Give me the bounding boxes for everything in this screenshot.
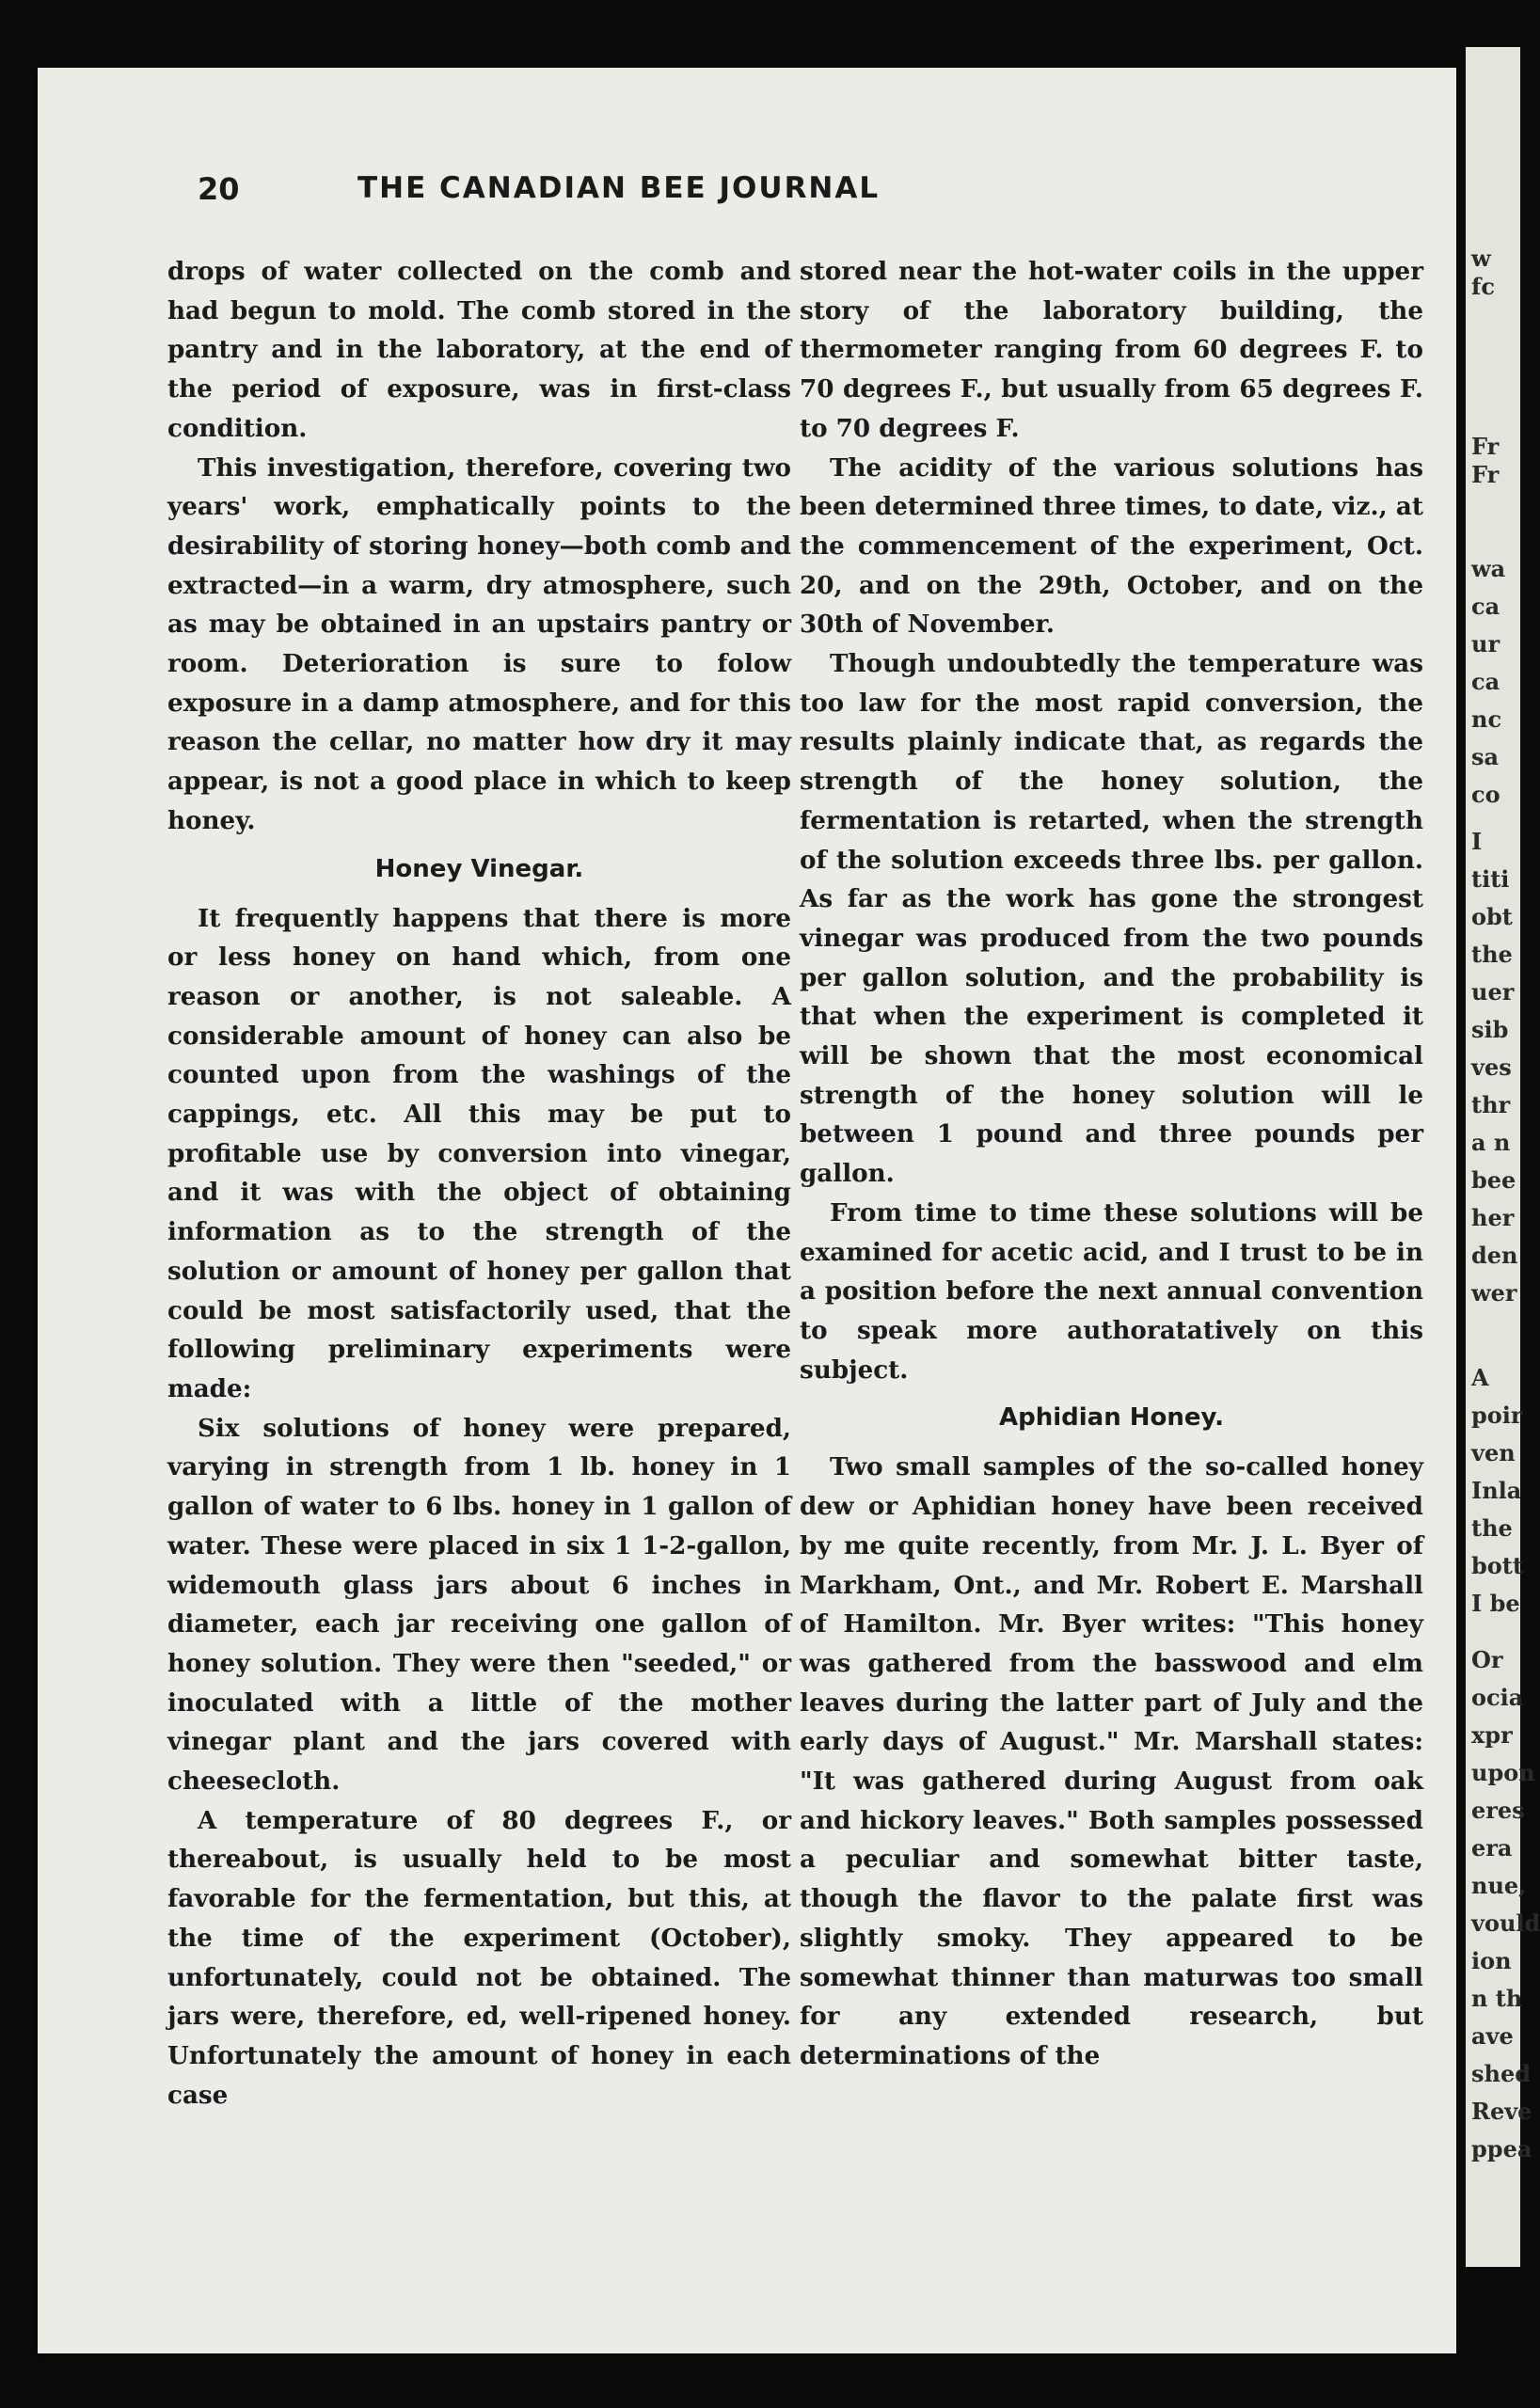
adjacent-page-fragment: obt bbox=[1471, 903, 1513, 930]
adjacent-page-fragment: wa bbox=[1471, 555, 1506, 582]
paragraph: Though undoubtedly the temperature was too law for the most rapid conversion, the results plainly indicate that, as regards the strength of the honey solution, the fermentation is retarted, when the strength of the solution exceeds three lbs. per gallon. As far as the work has gone the strongest vinegar was produced from the two pounds per gallon solution, and the probability is that when the experiment is completed it will be shown that the most economical strength of the honey solution will le between 1 pound and three pounds per gallon. bbox=[800, 649, 1423, 1189]
adjacent-page-fragment: bee bbox=[1471, 1166, 1516, 1194]
left-column bbox=[167, 252, 791, 2115]
adjacent-page-fragment: the bbox=[1471, 941, 1513, 968]
adjacent-page-fragment: Fr bbox=[1471, 461, 1500, 488]
adjacent-page-fragment: w bbox=[1471, 245, 1491, 272]
page-number: 20 bbox=[198, 171, 240, 207]
adjacent-page-fragment: poir bbox=[1471, 1402, 1523, 1429]
adjacent-page-fragment: nc bbox=[1471, 705, 1502, 733]
running-title: THE CANADIAN BEE JOURNAL bbox=[357, 171, 881, 205]
paragraph: It frequently happens that there is more or less honey on hand which, from one reason or another, is not saleable. A considerable amount of honey can also be counted upon from the washings of the cappings, etc. All this may be put to profitable use by conversion into vinegar, and it was with the object of obtaining information as to the strength of the solution or amount of honey per gallon that could be most satisfactorily used, that the following preliminary experiments were made: bbox=[167, 903, 791, 1403]
paragraph: drops of water collected on the comb and had begun to mold. The comb stored in the pantry and in the laboratory, at the end of the period of exposure, was in first-class condition. bbox=[167, 257, 791, 443]
section-heading-honey-vinegar: Honey Vinegar. bbox=[374, 854, 584, 883]
paragraph: Six solutions of honey were prepared, varying in strength from 1 lb. honey in 1 gallon of water to 6 lbs. honey in 1 gallon of water. These were placed in six 1 1-2-gallon, widemouth glass jars about 6 inches in diameter, each jar receiving one gallon of honey solution. They were then "seeded," or inoculated with a little of the mother vinegar plant and the jars covered with cheesecloth. bbox=[167, 1413, 791, 1797]
adjacent-page-fragment: eres bbox=[1471, 1797, 1525, 1824]
adjacent-page-fragment: Inla bbox=[1471, 1477, 1522, 1504]
adjacent-page-fragment: fc bbox=[1471, 273, 1495, 300]
adjacent-page-fragment: era bbox=[1471, 1834, 1513, 1861]
adjacent-page-fragment: ur bbox=[1471, 630, 1500, 657]
page-header bbox=[160, 171, 1110, 228]
adjacent-page-fragment: xpr bbox=[1471, 1721, 1513, 1749]
paragraph: The acidity of the various solutions has been determined three times, to date, viz., at the commencement of the experiment, Oct. 20, and on the 29th, October, and on the 30th of November. bbox=[800, 452, 1423, 640]
adjacent-page-fragment: sib bbox=[1471, 1016, 1509, 1043]
adjacent-page-fragment: n th bbox=[1471, 1985, 1523, 2012]
adjacent-page-fragment: nue, bbox=[1471, 1872, 1527, 1899]
adjacent-page-fragment: ven bbox=[1471, 1439, 1516, 1466]
adjacent-page-fragment: den bbox=[1471, 1242, 1518, 1269]
adjacent-page-fragment: her bbox=[1471, 1204, 1515, 1231]
paragraph: stored near the hot-water coils in the upper story of the laboratory building, the thermometer ranging from 60 degrees F. to 70 degrees F., but usually from 65 degrees F. to 70 degrees F. bbox=[800, 257, 1423, 443]
paragraph: Two small samples of the so-called honey dew or Aphidian honey have been received by me quite recently, from Mr. J. L. Byer of Markham, Ont., and Mr. Robert E. Marshall of Hamilton. Mr. Byer writes: "This honey was gathered from the basswood and elm leaves during the latter part of July and the early days of August." Mr. Marshall states: "It was gathered during August from oak and hickory leaves." Both samples possessed a peculiar and somewhat bitter taste, though the flavor to the palate first was slightly smoky. They appeared to be somewhat thinner than maturwas too small for any extended research, but determinations of the bbox=[800, 1452, 1423, 2070]
adjacent-page-fragment: ocia bbox=[1471, 1684, 1524, 1711]
adjacent-page-fragment: ion bbox=[1471, 1947, 1512, 1974]
adjacent-page-fragment: Reve bbox=[1471, 2098, 1532, 2125]
adjacent-page-fragment: thr bbox=[1471, 1091, 1511, 1118]
adjacent-page-fragment: titi bbox=[1471, 865, 1510, 893]
adjacent-page-fragment: shed bbox=[1471, 2060, 1532, 2087]
adjacent-page-fragment: ca bbox=[1471, 668, 1500, 695]
paragraph: This investigation, therefore, covering two years' work, emphatically points to the desirability of storing honey—both comb and extracted—in a warm, dry atmosphere, such as may be obtained in an upstairs pantry or room. Deterioration is sure to folow exposure in a damp atmosphere, and for this reason the cellar, no matter how dry it may appear, is not a good place in which to keep honey. bbox=[167, 452, 791, 835]
adjacent-page-fragment: uer bbox=[1471, 978, 1515, 1006]
adjacent-page-fragment: ves bbox=[1471, 1054, 1512, 1081]
adjacent-page-fragment: a n bbox=[1471, 1129, 1511, 1156]
adjacent-page-fragment: Fr bbox=[1471, 433, 1500, 460]
adjacent-page-fragment: ave bbox=[1471, 2022, 1514, 2050]
adjacent-page-fragment: vould bbox=[1471, 1909, 1540, 1937]
adjacent-page-fragment: I bbox=[1471, 828, 1483, 855]
adjacent-page-fragment: ca bbox=[1471, 593, 1500, 620]
adjacent-page-fragment: upon bbox=[1471, 1759, 1535, 1786]
paragraph: From time to time these solutions will be examined for acetic acid, and I trust to be in a position before the next annual convention to speak more authoratatively on this subject. bbox=[800, 1197, 1423, 1385]
adjacent-page-fragment: the bbox=[1471, 1514, 1513, 1542]
right-column bbox=[800, 252, 1423, 2076]
adjacent-page-fragment: ppea bbox=[1471, 2135, 1532, 2162]
journal-page bbox=[38, 68, 1456, 2353]
adjacent-page-fragment: sa bbox=[1471, 743, 1500, 770]
adjacent-page-fragment: wer bbox=[1471, 1279, 1517, 1307]
adjacent-page-fragment: A bbox=[1471, 1364, 1489, 1391]
section-heading-aphidian-honey: Aphidian Honey. bbox=[999, 1403, 1224, 1433]
adjacent-page-fragment: co bbox=[1471, 781, 1500, 808]
adjacent-page-fragment: I be bbox=[1471, 1590, 1520, 1617]
adjacent-page-edge bbox=[1466, 47, 1540, 2267]
adjacent-page-fragment: Or bbox=[1471, 1646, 1503, 1673]
paragraph: A temperature of 80 degrees F., or thereabout, is usually held to be most favorable for the fermentation, but this, at the time of the experiment (October), unfortunately, could not be obtained. The jars were, therefore, ed, well-ripened honey. Unfortunately the amount of honey in each case bbox=[167, 1805, 791, 2110]
adjacent-page-fragment: bott bbox=[1471, 1552, 1523, 1579]
